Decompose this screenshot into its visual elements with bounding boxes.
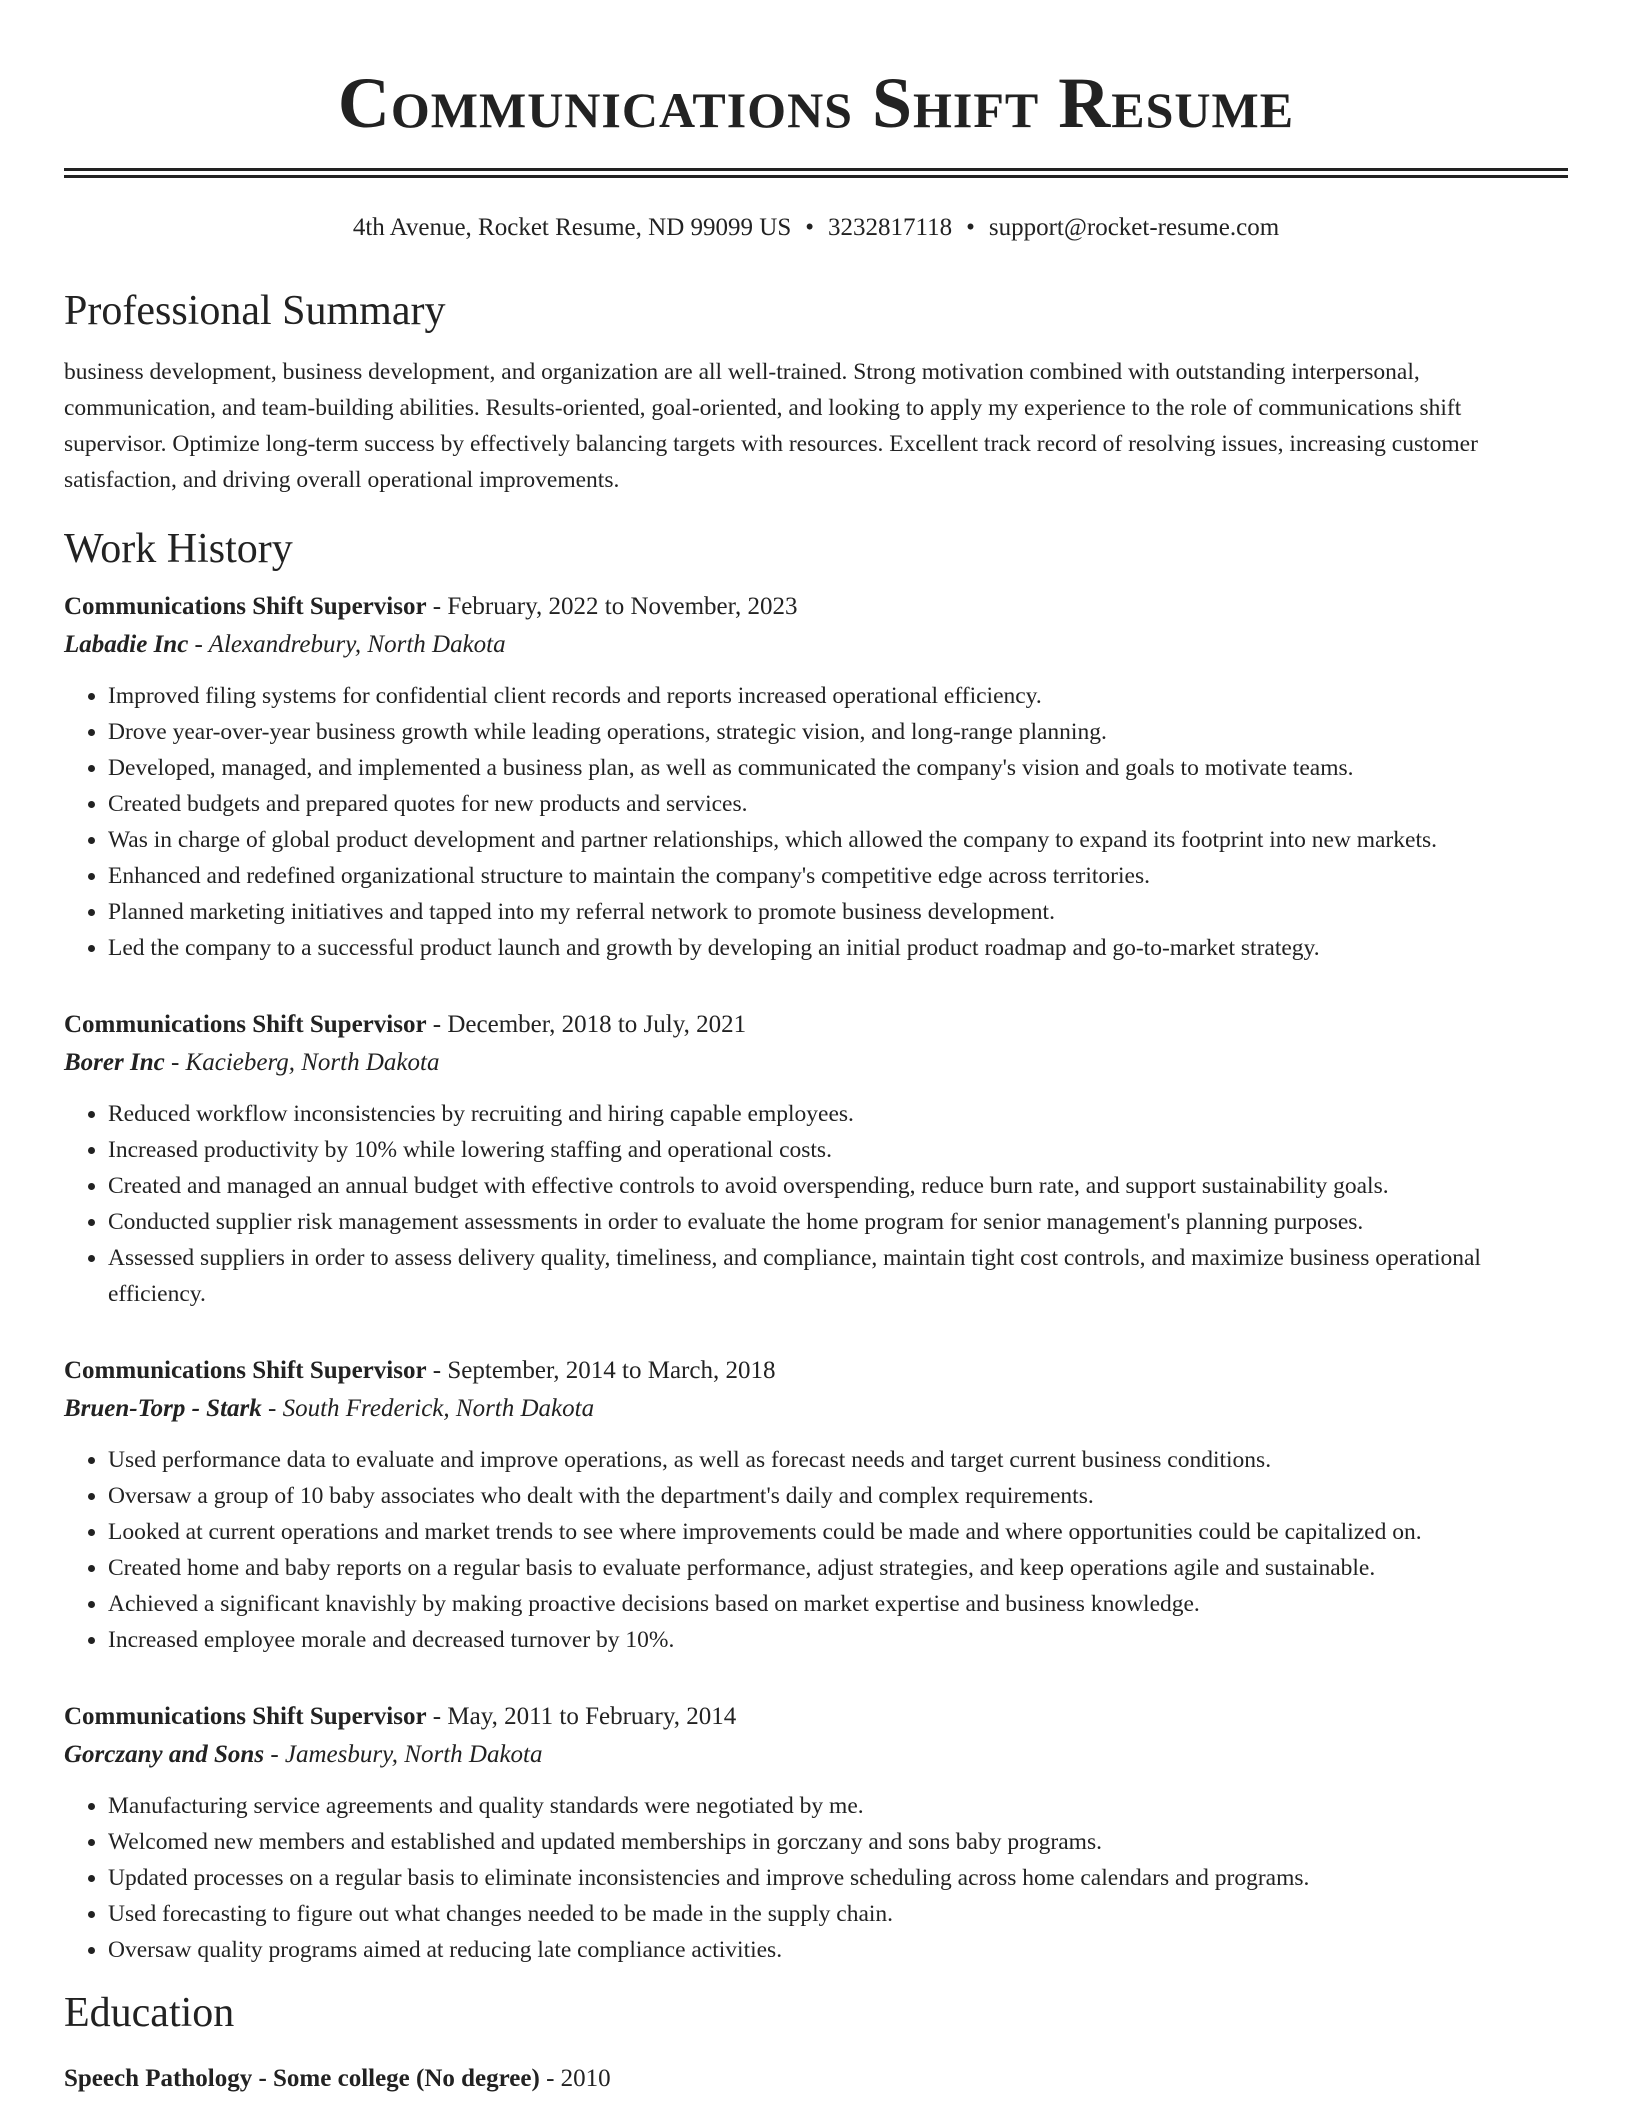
duty-item: • Improved filing systems for confidential client records and reports increased operational efficiency. [108,678,1568,714]
duty-item: • Used performance data to evaluate and improve operations, as well as forecast needs and target current business conditions. [108,1442,1568,1478]
contact-separator: • [966,214,975,241]
duty-item: • Planned marketing initiatives and tapped into my referral network to promote business development. [108,894,1568,930]
duty-item: • Oversaw a group of 10 baby associates who dealt with the department's daily and complex requirements. [108,1478,1568,1514]
education-heading: Education [64,1990,235,2036]
employer-line [64,1044,1568,1082]
summary-text: business development, business development, and organization are all well-trained. Strong motivation combined with outstanding interpersonal, communication, and team-building abilities. Results-oriented, goal-oriented, and looking to apply my experience to the role of communications shift supervisor. Optimize long-term success by effectively balancing targets with resources. Excellent track record of resolving issues, increasing customer satisfaction, and driving overall operational improvements. [64,359,1478,493]
job-title: Communications Shift Supervisor [64,1011,427,1038]
duty-list [64,1788,1568,1968]
job-title-line [64,1352,1568,1390]
employer-name: Gorczany and Sons [64,1741,265,1768]
job-dash: - [426,1703,448,1730]
work-history-list [64,588,1568,1968]
education-entry [64,2060,1568,2098]
duty-item: • Achieved a significant knavishly by making proactive decisions based on market expertise and business knowledge. [108,1586,1568,1622]
title-double-rule [64,168,1568,178]
job-dates: September, 2014 to March, 2018 [447,1357,776,1384]
contact-address: 4th Avenue, Rocket Resume, ND 99099 US [352,214,792,241]
job-dash: - [426,593,448,620]
education-degree: Speech Pathology - Some college (No degree) [64,2065,540,2092]
duty-item: • Assessed suppliers in order to assess delivery quality, timeliness, and compliance, maintain tight cost controls, and maximize business operational efficiency. [108,1240,1568,1312]
duty-item: • Increased productivity by 10% while lowering staffing and operational costs. [108,1132,1568,1168]
work-history-heading: Work History [64,526,293,572]
resume-page [64,0,1568,2098]
contact-line [64,212,1568,244]
employer-dash: - [164,1049,186,1076]
duty-item: • Updated processes on a regular basis to eliminate inconsistencies and improve scheduling across home calendars and programs. [108,1860,1568,1896]
job-title-line [64,588,1568,626]
duty-item: • Created and managed an annual budget with effective controls to avoid overspending, reduce burn rate, and support sustainability goals. [108,1168,1568,1204]
summary-heading: Professional Summary [64,288,446,334]
education-list [64,2060,1568,2098]
job-entry [64,1006,1568,1312]
job-dash: - [426,1357,448,1384]
duty-item: • Increased employee morale and decreased turnover by 10%. [108,1622,1568,1658]
employer-location: Alexandrebury, North Dakota [208,631,506,658]
job-dates: December, 2018 to July, 2021 [447,1011,747,1038]
duty-list [64,1096,1568,1312]
duty-item: • Created home and baby reports on a regular basis to evaluate performance, adjust strategies, and keep operations agile and sustainable. [108,1550,1568,1586]
duty-item: • Created budgets and prepared quotes for new products and services. [108,786,1568,822]
employer-line [64,626,1568,664]
job-dates: May, 2011 to February, 2014 [447,1703,737,1730]
contact-phone: 3232817118 [828,214,953,241]
duty-item: • Was in charge of global product development and partner relationships, which allowed the company to expand its footprint into new markets. [108,822,1568,858]
job-title: Communications Shift Supervisor [64,1357,427,1384]
duty-item: • Oversaw quality programs aimed at reducing late compliance activities. [108,1932,1568,1968]
job-entry [64,588,1568,966]
employer-name: Borer Inc [64,1049,165,1076]
duty-item: • Reduced workflow inconsistencies by recruiting and hiring capable employees. [108,1096,1568,1132]
duty-item: • Manufacturing service agreements and quality standards were negotiated by me. [108,1788,1568,1824]
education-year: 2010 [560,2065,611,2092]
education-dash: - [539,2065,561,2092]
duty-item: • Enhanced and redefined organizational structure to maintain the company's competitive edge across territories. [108,858,1568,894]
employer-name: Labadie Inc [64,631,189,658]
employer-line [64,1390,1568,1428]
job-entry [64,1698,1568,1968]
employer-line [64,1736,1568,1774]
job-title-line [64,1006,1568,1044]
duty-item: • Welcomed new members and established and updated memberships in gorczany and sons baby programs. [108,1824,1568,1860]
duty-list [64,1442,1568,1658]
contact-separator: • [805,214,814,241]
contact-email: support@rocket-resume.com [988,214,1280,241]
duty-item: • Drove year-over-year business growth while leading operations, strategic vision, and long-range planning. [108,714,1568,750]
duty-item: • Led the company to a successful product launch and growth by developing an initial product roadmap and go-to-market strategy. [108,930,1568,966]
duty-item: • Used forecasting to figure out what changes needed to be made in the supply chain. [108,1896,1568,1932]
employer-dash: - [261,1395,283,1422]
duty-list [64,678,1568,966]
employer-name: Bruen-Torp - Stark [64,1395,262,1422]
duty-item: • Looked at current operations and market trends to see where improvements could be made and where opportunities could be capitalized on. [108,1514,1568,1550]
job-dash: - [426,1011,448,1038]
job-title-line [64,1698,1568,1736]
resume-title: Communications Shift Resume [337,63,1295,143]
employer-location: Kacieberg, North Dakota [185,1049,440,1076]
duty-item: • Developed, managed, and implemented a business plan, as well as communicated the company's vision and goals to motivate teams. [108,750,1568,786]
employer-location: Jamesbury, North Dakota [284,1741,543,1768]
employer-dash: - [264,1741,285,1768]
employer-dash: - [188,631,209,658]
job-title: Communications Shift Supervisor [64,1703,427,1730]
job-dates: February, 2022 to November, 2023 [447,593,798,620]
duty-item: • Conducted supplier risk management assessments in order to evaluate the home program for senior management's planning purposes. [108,1204,1568,1240]
job-title: Communications Shift Supervisor [64,593,427,620]
employer-location: South Frederick, North Dakota [282,1395,595,1422]
job-entry [64,1352,1568,1658]
